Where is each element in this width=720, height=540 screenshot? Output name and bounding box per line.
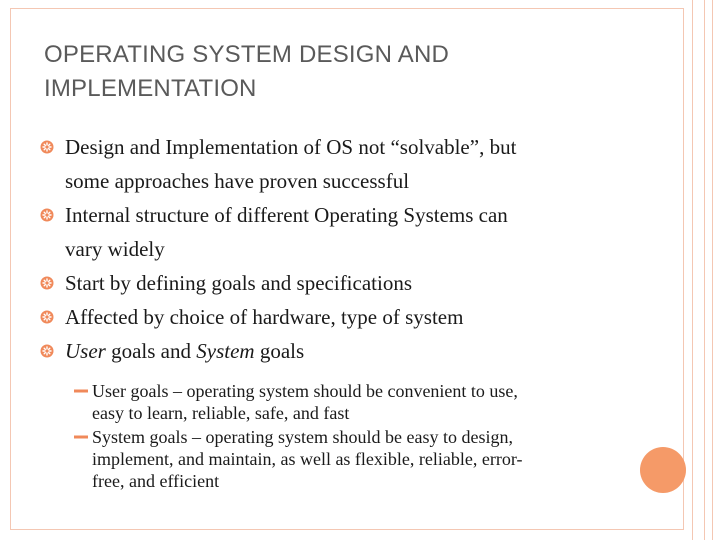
bullet-text-line: some approaches have proven successful — [65, 169, 410, 193]
sunburst-bullet-icon — [40, 208, 54, 222]
right-rail-line — [704, 0, 705, 540]
dash-bullet-icon — [74, 386, 88, 396]
sunburst-bullet-icon — [40, 344, 54, 358]
sub-bullet-text-line: implement, and maintain, as well as flexible, reliable, error- — [92, 449, 523, 469]
bullet-item — [40, 334, 630, 368]
bullet-item — [40, 300, 630, 334]
slide-title — [44, 38, 604, 106]
bullet-text-line: Start by defining goals and specifications — [65, 271, 413, 295]
sunburst-bullet-icon — [40, 276, 54, 290]
orange-circle-decoration — [640, 447, 686, 493]
bullet-text-line: vary widely — [65, 237, 165, 261]
title-line: OPERATING SYSTEM DESIGN AND — [44, 41, 450, 68]
bullet-list — [40, 130, 630, 492]
italic-term: User — [65, 339, 106, 363]
sub-bullet-text-line: User goals – operating system should be convenient to use, — [92, 381, 518, 401]
bullet-text-fragment: goals — [254, 339, 305, 363]
right-rail-line — [712, 0, 713, 540]
bullet-text-fragment: goals and — [105, 339, 197, 363]
sub-bullet-item — [74, 426, 614, 492]
bullet-item — [40, 130, 630, 198]
bullet-text-line — [65, 334, 630, 368]
right-rail-line — [692, 0, 693, 540]
sub-bullet-text-line: easy to learn, reliable, safe, and fast — [92, 403, 350, 423]
bullet-text-line: Design and Implementation of OS not “solvable”, but — [65, 135, 517, 159]
sub-bullet-text-line: System goals – operating system should be easy to design, — [92, 427, 513, 447]
sunburst-bullet-icon — [40, 310, 54, 324]
title-line: IMPLEMENTATION — [44, 75, 257, 102]
bullet-item — [40, 266, 630, 300]
sub-bullet-list — [74, 380, 614, 492]
bullet-text-line: Affected by choice of hardware, type of system — [65, 305, 464, 329]
sub-bullet-text-line: free, and efficient — [92, 471, 220, 491]
italic-term: System — [196, 339, 255, 363]
bullet-item — [40, 198, 630, 266]
sunburst-bullet-icon — [40, 140, 54, 154]
bullet-text-line: Internal structure of different Operating Systems can — [65, 203, 508, 227]
sub-bullet-item — [74, 380, 614, 424]
dash-bullet-icon — [74, 432, 88, 442]
